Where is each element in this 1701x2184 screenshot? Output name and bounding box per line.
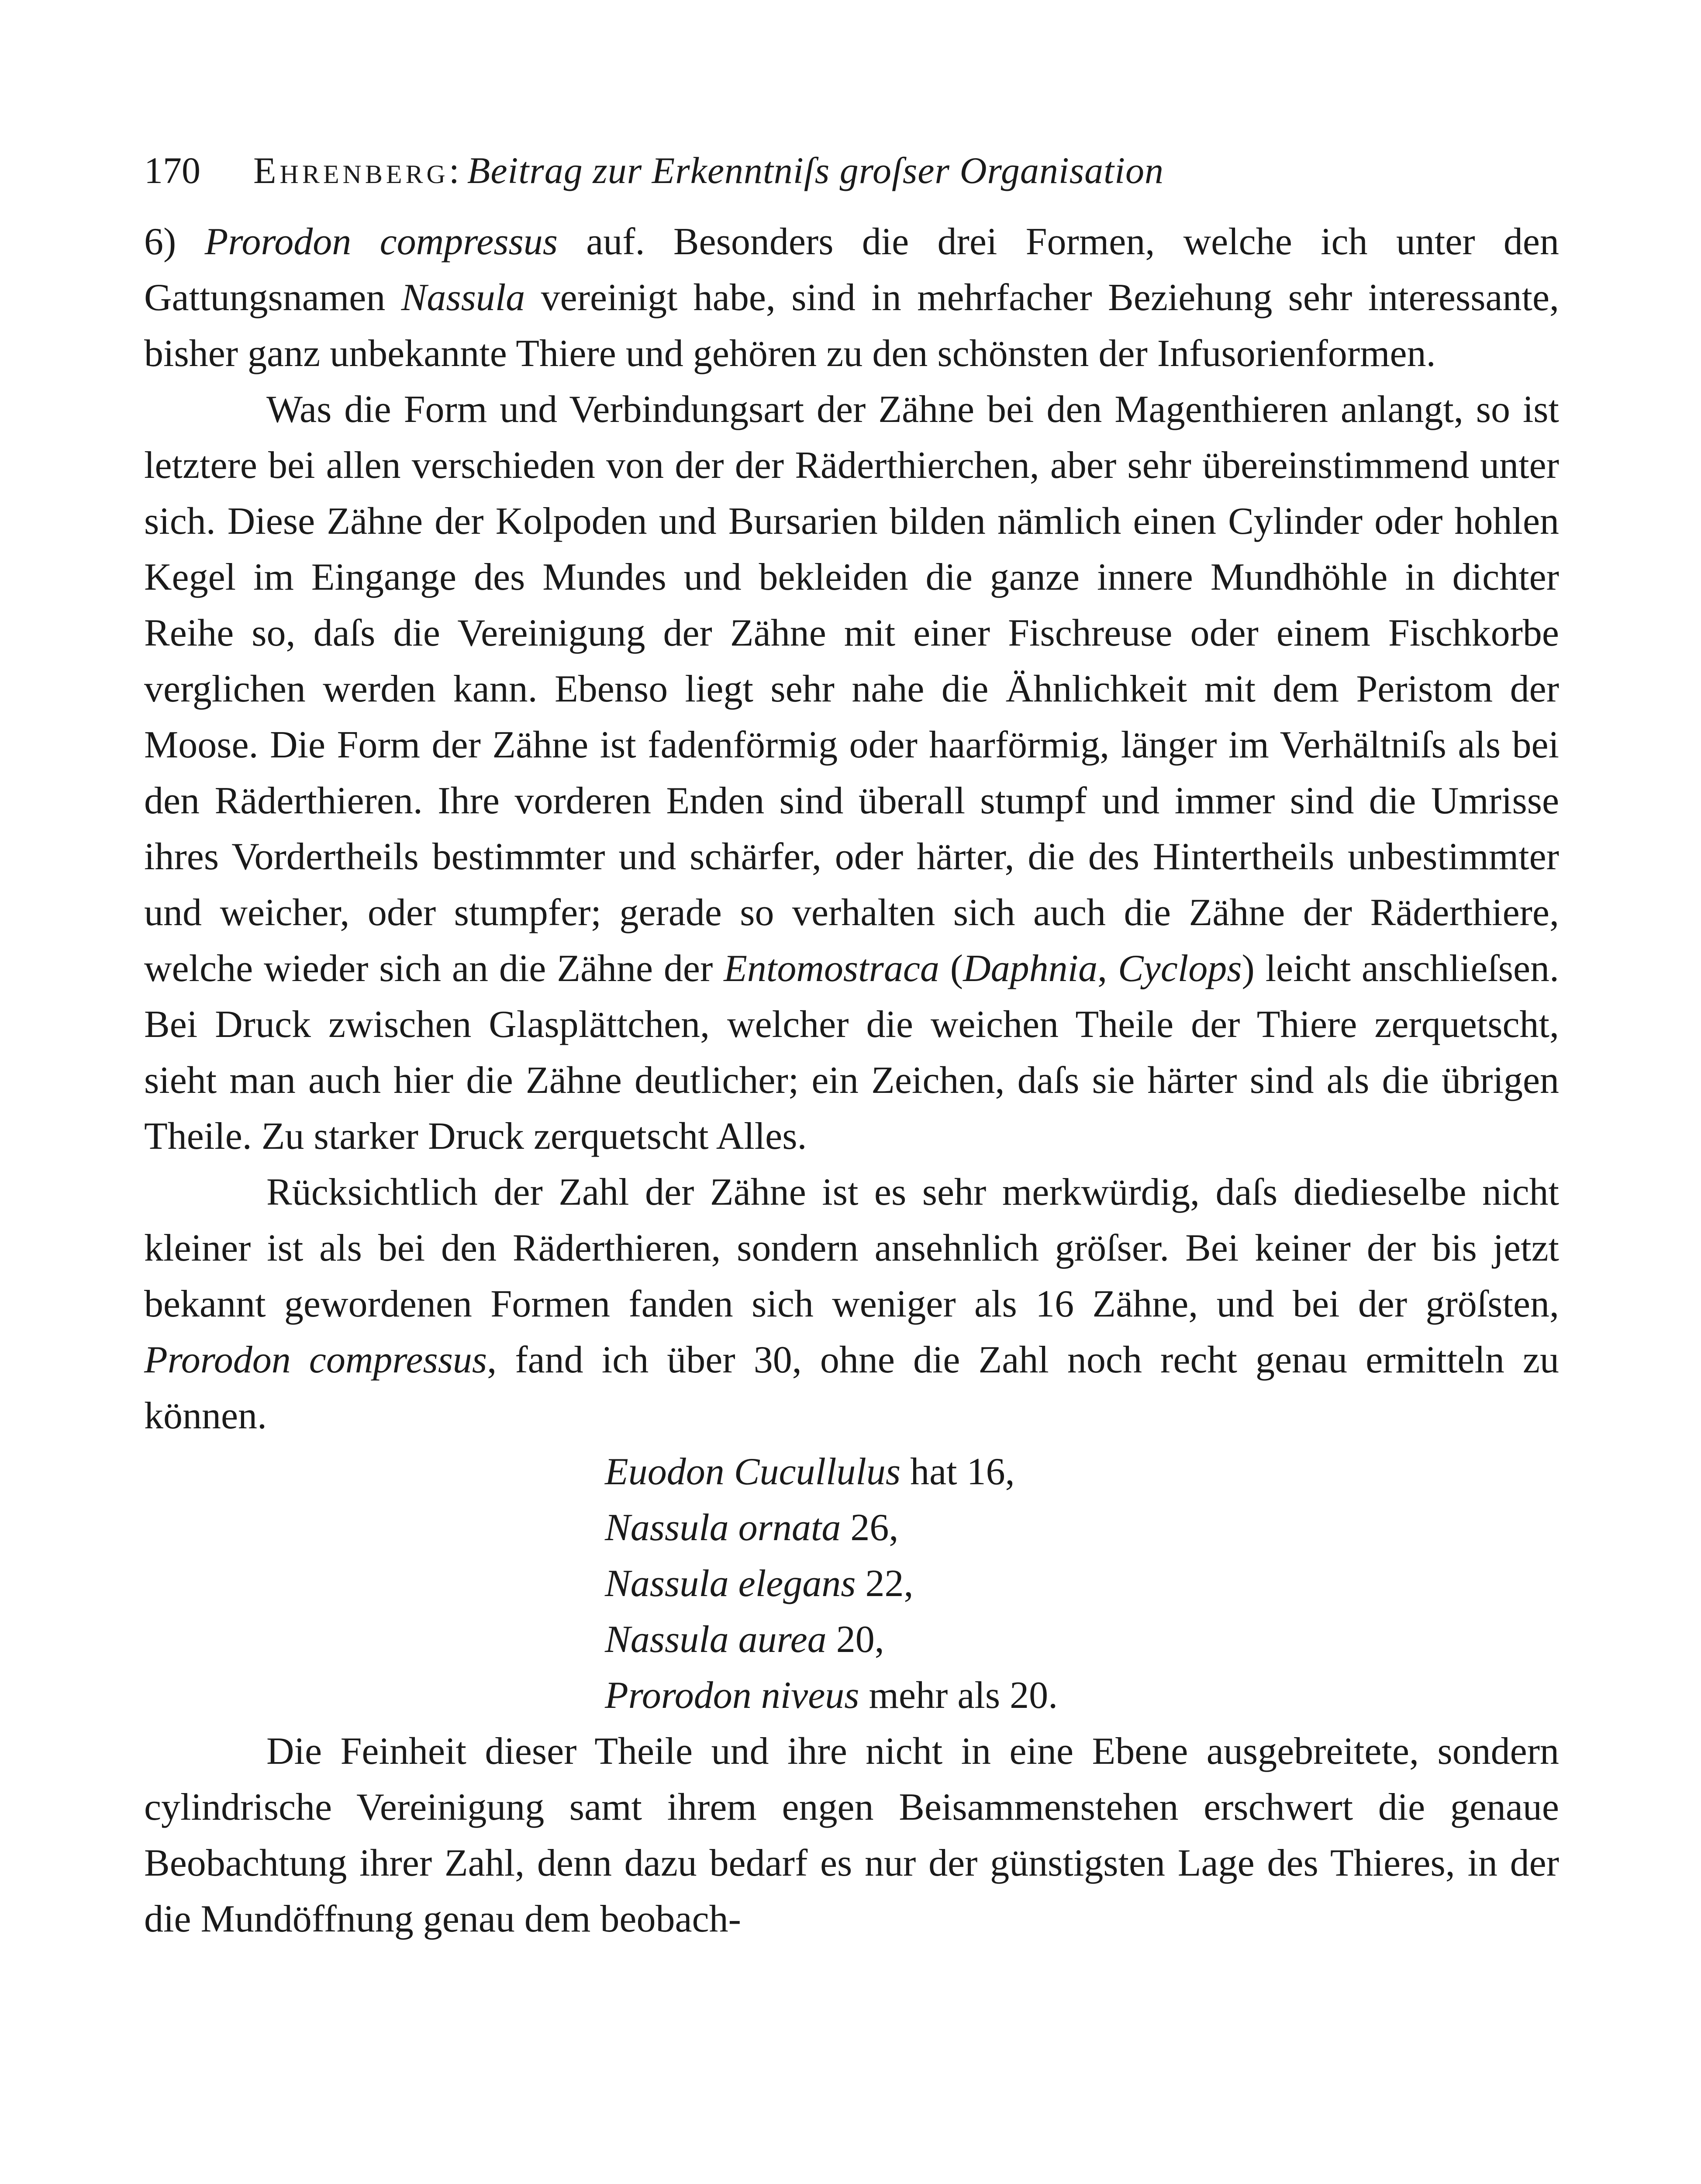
species-list-item: [605, 1612, 1559, 1668]
species-list-item: [605, 1556, 1559, 1612]
paragraph-2-text-a: Was die Form und Verbindungsart der Zähne bei den Magenthieren anlangt, so ist letztere bei allen verschieden von der der Räderthierchen, aber sehr übereinstimmend unter sich. Diese Zähne der Kolpoden und Bursarien bilden nämlich einen Cylinder oder hohlen Kegel im Eingange des Mundes und bekleiden die ganze innere Mundhöhle in dichter Reihe so, daſs die Vereinigung der Zähne mit einer Fischreuse oder einem Fischkorbe verglichen werden kann. Ebenso liegt sehr nahe die Ähnlichkeit mit dem Peristom der Moose. Die Form der Zähne ist fadenförmig oder haarförmig, länger im Verhältniſs als bei den Räderthieren. Ihre vorderen Enden sind überall stumpf und immer sind die Umrisse ihres Vordertheils bestimmter und schärfer, oder härter, die des Hintertheils unbestimmter und weicher, oder stumpfer; gerade so verhalten sich auch die Zähne der Räderthiere, welche wieder sich an die Zähne der: [144, 388, 1559, 990]
paragraph-4-text-a: Die Feinheit dieser Theile und ihre nicht in eine Ebene ausgebreitete, sondern cylindrische Vereinigung samt ihrem engen Beisammenstehen erschwert die genaue Beobachtung ihrer Zahl, denn dazu bedarf es nur der günstigsten Lage des Thieres, in der die Mundöffnung genau dem beobach-: [144, 1730, 1559, 1940]
page: [144, 144, 1559, 1947]
species-count: 26,: [841, 1507, 899, 1549]
species-list-item: [605, 1668, 1559, 1724]
species-name: Nassula aurea: [605, 1618, 827, 1661]
species-list-item: [605, 1444, 1559, 1500]
genus-name-nassula: Nassula: [401, 276, 525, 319]
running-head-author: Ehrenberg:: [253, 149, 463, 191]
paragraph-1-text-a: 6): [144, 221, 205, 263]
taxon-cyclops: Cyclops: [1118, 947, 1242, 990]
paragraph-4: [144, 1724, 1559, 1947]
taxon-entomostraca: Entomostraca: [724, 947, 939, 990]
taxon-daphnia: Daphnia: [963, 947, 1098, 990]
running-head: [144, 144, 1559, 197]
species-name: Nassula elegans: [605, 1562, 856, 1605]
paragraph-3-text-c: , fand ich über 30, ohne die Zahl noch recht genau ermitteln zu können.: [144, 1339, 1559, 1437]
species-name: Nassula ornata: [605, 1507, 841, 1549]
species-name: Prorodon niveus: [605, 1674, 859, 1717]
species-count: 20,: [826, 1618, 884, 1661]
paragraph-1-text-e: vereinigt habe, sind in mehrfacher Beziehung sehr interessante, bisher ganz unbekannte Thiere und gehören zu den schönsten der Infusorienformen.: [144, 276, 1559, 375]
paragraph-3: [144, 1165, 1559, 1444]
paragraph-3-text-a: Rücksichtlich der Zahl der Zähne ist es sehr merkwürdig, daſs diedieselbe nicht kleiner ist als bei den Räderthieren, sondern ansehnlich gröſser. Bei keiner der bis jetzt bekannt gewordenen Formen fanden sich weniger als 16 Zähne, und bei der gröſsten,: [144, 1171, 1559, 1325]
species-count: mehr als 20.: [859, 1674, 1058, 1717]
paragraph-2: [144, 382, 1559, 1165]
species-count: hat 16,: [901, 1451, 1015, 1493]
paragraph-1: [144, 214, 1559, 382]
paragraph-1-text-c: auf. Besonders die drei Formen, welche ich unter den Gattungsnamen: [144, 221, 1559, 319]
running-head-title: Beitrag zur Erkenntniſs groſser Organisation: [467, 149, 1164, 191]
species-name: Euodon Cucullulus: [605, 1451, 901, 1493]
species-list: [605, 1444, 1559, 1724]
page-number: 170: [144, 149, 200, 191]
species-list-item: [605, 1500, 1559, 1556]
species-name-prorodon-compressus-2: Prorodon compressus: [144, 1339, 487, 1381]
species-name-prorodon-compressus: Prorodon compressus: [204, 221, 558, 263]
paragraph-2-text-e: ,: [1097, 947, 1118, 990]
paragraph-2-text-g: ) leicht anschlieſsen. Bei Druck zwischen Glasplättchen, welcher die weichen Theile der Thiere zerquetscht, sieht man auch hier die Zähne deutlicher; ein Zeichen, daſs sie härter sind als die übrigen Theile. Zu starker Druck zerquetscht Alles.: [144, 947, 1560, 1158]
paragraph-2-text-c: (: [939, 947, 963, 990]
species-count: 22,: [856, 1562, 914, 1605]
